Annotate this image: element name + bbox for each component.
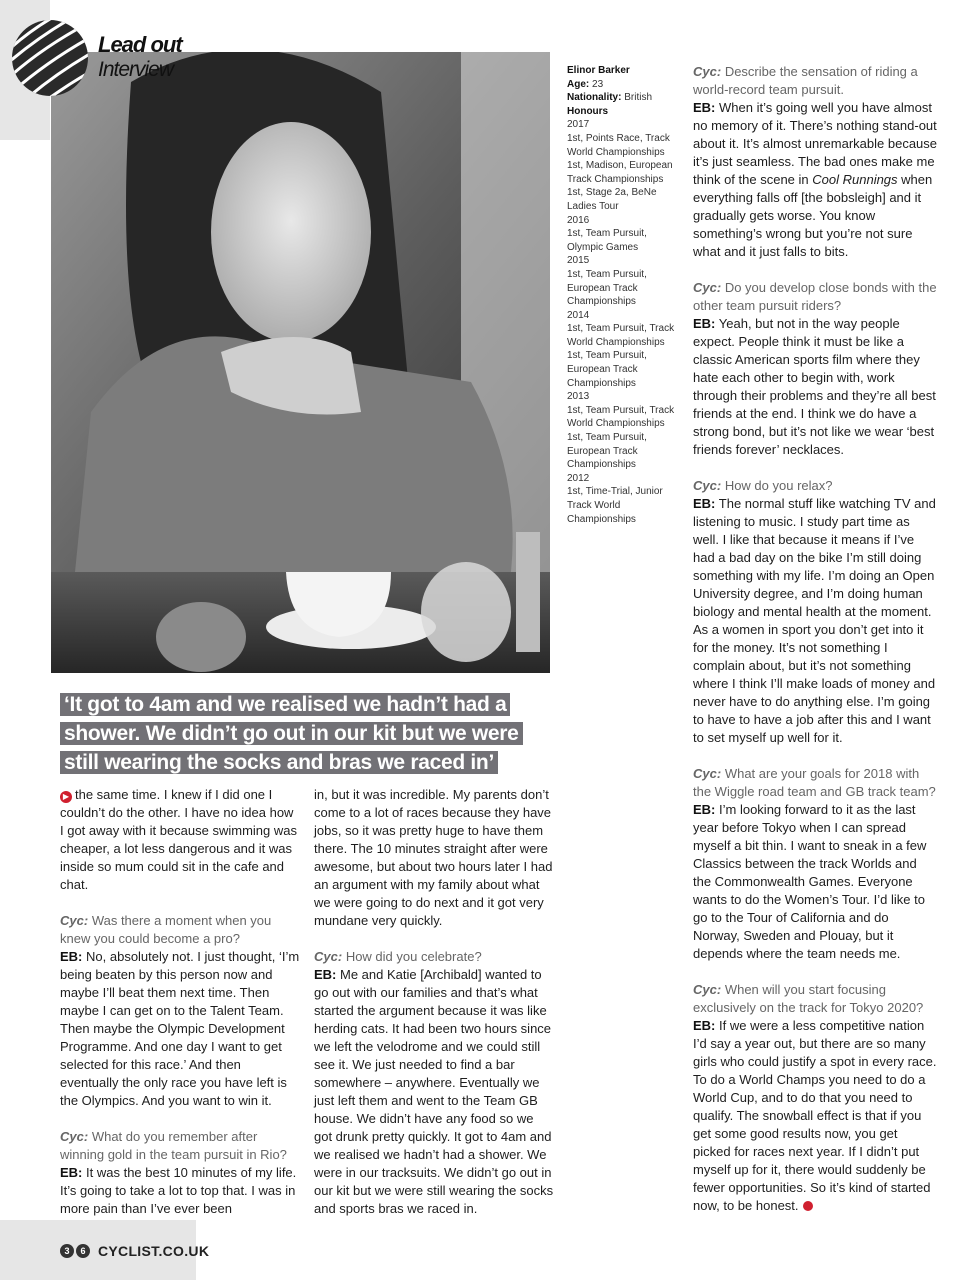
honours-item: 1st, Team Pursuit, Track World Championships bbox=[567, 404, 675, 430]
pull-quote bbox=[60, 690, 550, 777]
honours-item: 1st, Team Pursuit, European Track Championships bbox=[567, 432, 647, 471]
question: Cyc: Do you develop close bonds with the other team pursuit riders? bbox=[693, 280, 937, 313]
column-3 bbox=[693, 63, 938, 1215]
honours-item: 2014 bbox=[567, 309, 590, 321]
honours-item: 1st, Team Pursuit, Track World Championships bbox=[567, 323, 675, 348]
column-1 bbox=[60, 786, 300, 1218]
striped-circle-icon bbox=[10, 18, 90, 98]
question: Cyc: When will you start focusing exclusively on the track for Tokyo 2020? bbox=[693, 982, 924, 1015]
honours-list bbox=[567, 118, 682, 526]
question: Cyc: Describe the sensation of riding a world-record team pursuit. bbox=[693, 64, 918, 97]
portrait-photo bbox=[51, 52, 550, 673]
answer: EB: If we were a less competitive nation I’d say a year out, but there are so many girls who could justify a spot in every race. To do a World Champs you need to do a World Cup, and to do that you need to qualify. The snowball effect is that if you get some good results now, you get picked for races next year. If I didn’t put myself up for it, there would suddenly be fewer opportunities. So it’s kind of started now, to be honest. bbox=[693, 1018, 937, 1213]
section-logo bbox=[10, 18, 200, 98]
column-2 bbox=[314, 786, 554, 1218]
answer: EB: I’m looking forward to it as the last year before Tokyo when I can spread myself a bit thin. I want to sneak in a few Classics between the track Worlds and the Commonwealth Games. Everyone wants to do the Women’s Tour. I’d like to go to the Tour of California and do Norway, Sweden and Plouay, but it depends where the team needs me. bbox=[693, 802, 927, 961]
answer: EB: Yeah, but not in the way people expect. People think it must be like a classic American sports film where they hate each other to begin with, work through their problems and they’re all best friends at the end. I think we do have a strong bond, but it’s not like we wear ‘best friends forever’ necklaces. bbox=[693, 316, 936, 457]
pull-quote-text: ‘It got to 4am and we realised we hadn’t had a shower. We didn’t go out in our kit but we were still wearing the socks and bras we raced in’ bbox=[60, 693, 523, 774]
honours-item: 1st, Team Pursuit, European Track Championships bbox=[567, 350, 647, 389]
answer: EB: It was the best 10 minutes of my life. It’s going to take a lot to top that. I was in more pain than I’ve ever been bbox=[60, 1165, 297, 1216]
honours-item: 1st, Team Pursuit, European Track Championships bbox=[567, 268, 647, 308]
question: Cyc: What do you remember after winning gold in the team pursuit in Rio? bbox=[60, 1129, 287, 1162]
footer bbox=[60, 1241, 209, 1261]
profile-age: Age: 23 bbox=[567, 78, 604, 90]
honours-item: 1st, Points Race, Track World Championships bbox=[567, 132, 670, 158]
section-subtitle: Interview bbox=[98, 58, 174, 81]
end-mark-icon bbox=[803, 1201, 813, 1211]
page-number-digit: 6 bbox=[76, 1244, 90, 1258]
honours-item: 2017 bbox=[567, 119, 590, 131]
question: Cyc: Was there a moment when you knew you could become a pro? bbox=[60, 913, 272, 946]
honours-item: 1st, Madison, European Track Championships bbox=[567, 160, 673, 185]
page-number-digit: 3 bbox=[60, 1244, 74, 1258]
honours-item: 1st, Team Pursuit, Olympic Games bbox=[567, 228, 647, 253]
honours-item: 2016 bbox=[567, 214, 590, 226]
continue-arrow-icon: ▶ bbox=[60, 791, 72, 803]
honours-item: 1st, Time-Trial, Junior Track World Championships bbox=[567, 486, 663, 525]
answer: EB: No, absolutely not. I just thought, ‘I’m being beaten by this person now and maybe I’ll beat them next time. Then maybe I can get on to the Talent Team. Then maybe the Olympic Development Programme. And one day I want to get selected for this race.’ And then eventually the only race you have left is the Olympics. And you want to win it. bbox=[60, 949, 300, 1108]
question: Cyc: How did you celebrate? bbox=[314, 949, 482, 964]
honours-item: 2012 bbox=[567, 472, 590, 484]
answer-continued: in, but it was incredible. My parents don’t come to a lot of races because they have jobs, so it was pretty huge to have them there. The 10 minutes straight after were awesome, but about two hours later I had an argument with my family about what we were going to do next and it got very mundane very quickly. bbox=[314, 787, 553, 928]
answer: EB: When it’s going well you have almost no memory of it. There’s nothing stand-out about it. It’s almost unremarkable because it’s just seamless. The bad ones make me think of the scene in Cool Runnings when everything falls off [the bobsleigh] and it gradually gets worse. You know something’s wrong but you’re not sure what and it just falls to bits. bbox=[693, 100, 938, 259]
profile-name: Elinor Barker bbox=[567, 65, 630, 76]
answer: EB: Me and Katie [Archibald] wanted to go out with our families and that’s what started the argument because it was like herding cats. It had been two hours since we left the velodrome and we could still see it. We just needed to find a bar somewhere – anywhere. Eventually we just left them and went to the Team GB house. We didn’t have any food so we got drunk pretty quickly. It got to 4am and we realised we hadn’t had a shower. We were in our tracksuits. We didn’t go out in our kit but we were still wearing the socks and sports bras we raced in. bbox=[314, 967, 554, 1216]
answer: EB: The normal stuff like watching TV and listening to music. I study part time as well. I like that because it means if I’ve had a bad day on the bike I’m still doing something with my life. I’m doing an Open University degree, and I’m doing human biology and mental health at the moment. As a women in sport you don’t get into it for the money. It’s not something I complain about, but it’s not something where I think I’ll make loads of money and never have to do anything else. I’m going to have to have a job after this and I want to set myself up well for it. bbox=[693, 496, 936, 745]
question: Cyc: What are your goals for 2018 with the Wiggle road team and GB track team? bbox=[693, 766, 936, 799]
question: Cyc: How do you relax? bbox=[693, 478, 833, 493]
profile-nationality: Nationality: British bbox=[567, 92, 653, 104]
honours-item: 1st, Stage 2a, BeNe Ladies Tour bbox=[567, 187, 657, 212]
honours-item: 2013 bbox=[567, 391, 590, 403]
honours-heading: Honours bbox=[567, 105, 609, 117]
profile-box bbox=[567, 64, 682, 526]
section-title: Lead out bbox=[98, 32, 182, 57]
site-url: CYCLIST.CO.UK bbox=[98, 1243, 210, 1259]
honours-item: 2015 bbox=[567, 255, 590, 267]
intro-text: the same time. I knew if I did one I couldn’t do the other. I have no idea how I got away with it because swimming was cheaper, a lot less dangerous and it was inside so mum could sit in the cafe and chat. bbox=[60, 787, 297, 892]
